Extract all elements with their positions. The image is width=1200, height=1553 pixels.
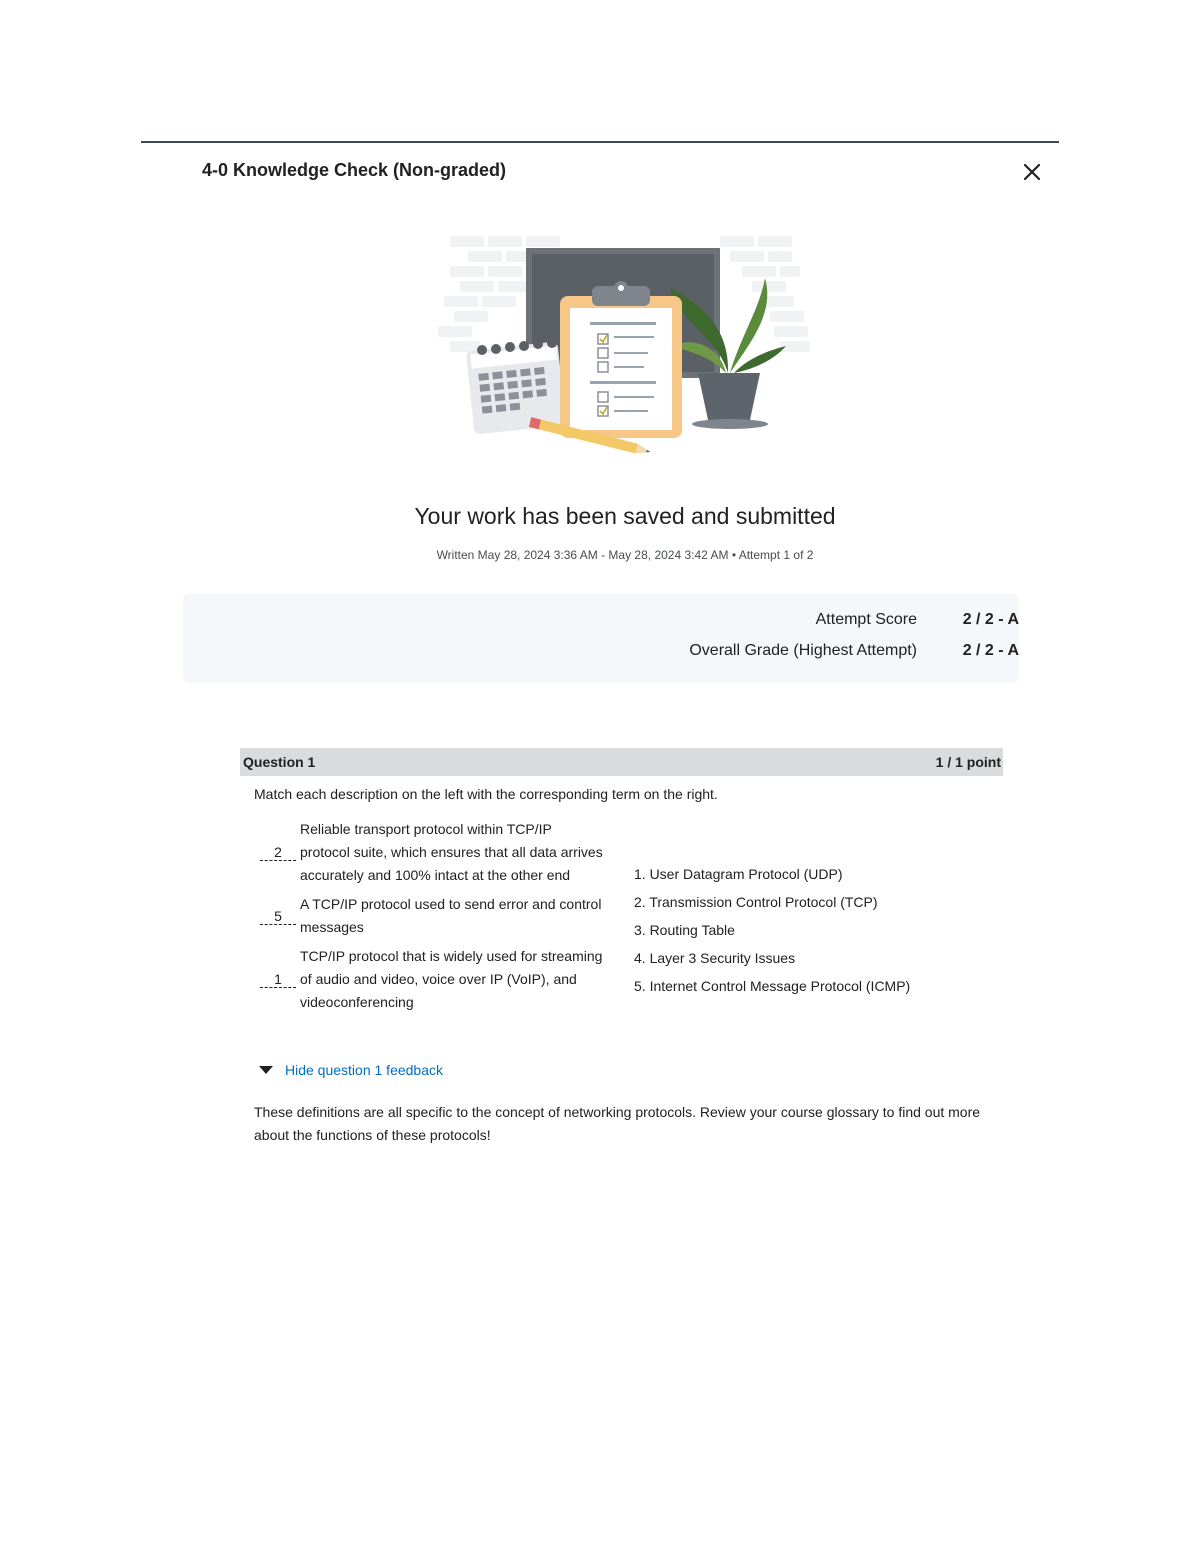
overall-grade-label: Overall Grade (Highest Attempt) bbox=[689, 642, 917, 659]
hide-feedback-link[interactable]: Hide question 1 feedback bbox=[285, 1062, 443, 1078]
question-header bbox=[240, 748, 1003, 776]
hide-feedback-toggle[interactable] bbox=[259, 1062, 443, 1078]
match-answer: 5 bbox=[256, 908, 300, 925]
match-description: Reliable transport protocol within TCP/IP protocol suite, which ensures that all data arrives accurately and 100% intact at the other end bbox=[300, 821, 603, 883]
match-description: TCP/IP protocol that is widely used for streaming of audio and video, voice over IP (VoIP), and videoconferencing bbox=[300, 948, 603, 1010]
calendar-icon bbox=[466, 338, 566, 435]
attempt-score-label: Attempt Score bbox=[815, 611, 917, 628]
question-prompt: Match each description on the left with the corresponding term on the right. bbox=[254, 786, 718, 802]
overall-grade-value: 2 / 2 - A bbox=[962, 642, 1019, 659]
question-points: 1 / 1 point bbox=[935, 754, 1001, 770]
match-descriptions bbox=[256, 818, 616, 1020]
top-divider bbox=[141, 141, 1059, 143]
match-term: 1. User Datagram Protocol (UDP) bbox=[634, 866, 843, 882]
clipboard-icon bbox=[560, 281, 682, 438]
match-item bbox=[256, 893, 616, 939]
attempt-score-value: 2 / 2 - A bbox=[962, 611, 1019, 628]
match-item bbox=[256, 818, 616, 887]
overall-grade-row bbox=[689, 642, 1019, 660]
match-answer: 1 bbox=[256, 971, 300, 988]
submission-heading: Your work has been saved and submitted bbox=[414, 503, 836, 529]
match-term: 3. Routing Table bbox=[634, 922, 735, 938]
match-answer: 2 bbox=[256, 844, 300, 861]
match-term: 4. Layer 3 Security Issues bbox=[634, 950, 796, 966]
submission-meta: Written May 28, 2024 3:36 AM - May 28, 2024 3:42 AM • Attempt 1 of 2 bbox=[436, 548, 814, 562]
question-feedback: These definitions are all specific to the concept of networking protocols. Review your course glossary to find out more about the functions of these protocols! bbox=[254, 1104, 981, 1143]
score-panel bbox=[183, 594, 1019, 683]
dialog-title: 4-0 Knowledge Check (Non-graded) bbox=[202, 160, 507, 180]
match-term: 5. Internet Control Message Protocol (ICMP) bbox=[634, 978, 911, 994]
attempt-score-row bbox=[816, 611, 1019, 629]
match-term: 2. Transmission Control Protocol (TCP) bbox=[634, 894, 878, 910]
submission-illustration bbox=[430, 228, 820, 468]
match-terms bbox=[634, 860, 910, 1000]
question-title: Question 1 bbox=[243, 754, 316, 770]
match-item bbox=[256, 945, 616, 1014]
close-button[interactable] bbox=[1018, 158, 1046, 186]
close-icon bbox=[1023, 163, 1041, 181]
match-description: A TCP/IP protocol used to send error and control messages bbox=[300, 896, 602, 935]
caret-down-icon bbox=[259, 1066, 273, 1074]
